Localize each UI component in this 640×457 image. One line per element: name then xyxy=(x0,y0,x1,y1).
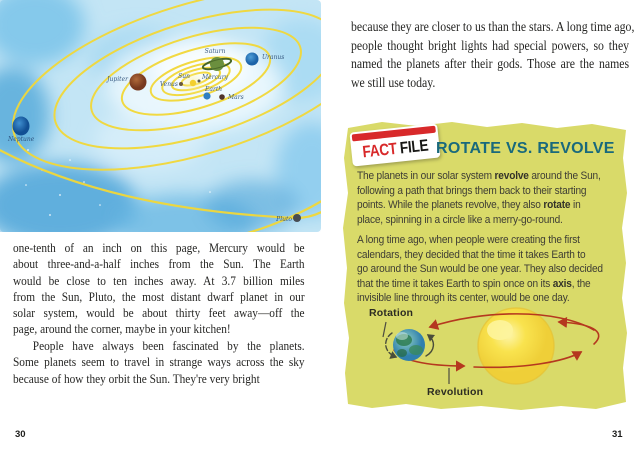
earth-drawing xyxy=(393,329,425,361)
mars-planet xyxy=(219,94,225,100)
venus-planet xyxy=(179,82,183,86)
pluto-planet xyxy=(293,214,301,222)
fact-file-title: ROTATE VS. REVOLVE xyxy=(436,140,615,157)
label-mercury: Mercury xyxy=(202,74,229,81)
left-page-paragraph-1: one-tenth of an inch on this page, Mercury would be about three-and-a-half inches from the Sun. The Earth would be close to ten inches away. At 3.7 billion miles from the Sun, Pluto, the most distant dwarf planet in our solar system, would be about thirty feet away—off the page, around the corner, maybe in your kitchen! xyxy=(13,241,305,337)
page-number-right: 31 xyxy=(612,429,623,440)
label-venus: Venus xyxy=(159,81,178,88)
badge-word-file: FILE xyxy=(399,136,430,158)
label-mars: Mars xyxy=(228,94,244,101)
neptune-planet xyxy=(13,117,30,136)
page-number-left: 30 xyxy=(15,429,26,440)
uranus-planet xyxy=(246,53,259,66)
label-uranus: Uranus xyxy=(262,54,285,61)
right-page-intro: because they are closer to us than the stars. A long time ago, people thought bright lights had special powers, so they named the planets after their gods. Those are the names we still use today. xyxy=(351,19,635,90)
rotation-label: Rotation xyxy=(369,307,414,319)
label-earth: Earth xyxy=(205,86,223,93)
revolution-label: Revolution xyxy=(427,386,484,398)
sun-drawing xyxy=(478,308,554,384)
solar-system-illustration xyxy=(0,0,321,232)
label-jupiter: Jupiter xyxy=(107,76,128,83)
left-page-paragraph-2: People have always been fascinated by the planets. Some planets seem to travel in strange ways across the sky because of how they orbit the Sun. They're very bright xyxy=(13,339,305,386)
label-saturn: Saturn xyxy=(204,48,226,55)
fact-file-paragraph-2: A long time ago, when people were creating the first calendars, they decided that the time it takes Earth to go around the Sun would be one year. They also decided that the time it takes Earth to spin once on its axis, the invisible line through its center, would be one day. xyxy=(357,234,603,304)
label-sun: Sun xyxy=(178,73,190,80)
fact-file-paragraph-1: The planets in our solar system revolve around the Sun, following a path that brings them back to their starting points. While the planets revolve, they also rotate in place, spinning in a circle like a merry-go-round. xyxy=(357,170,601,226)
label-neptune: Neptune xyxy=(8,136,35,143)
jupiter-planet xyxy=(130,74,147,91)
earth-planet xyxy=(203,92,210,99)
mercury-planet xyxy=(198,80,201,83)
label-pluto: Pluto xyxy=(276,216,292,223)
badge-word-fact: FACT xyxy=(361,139,398,162)
